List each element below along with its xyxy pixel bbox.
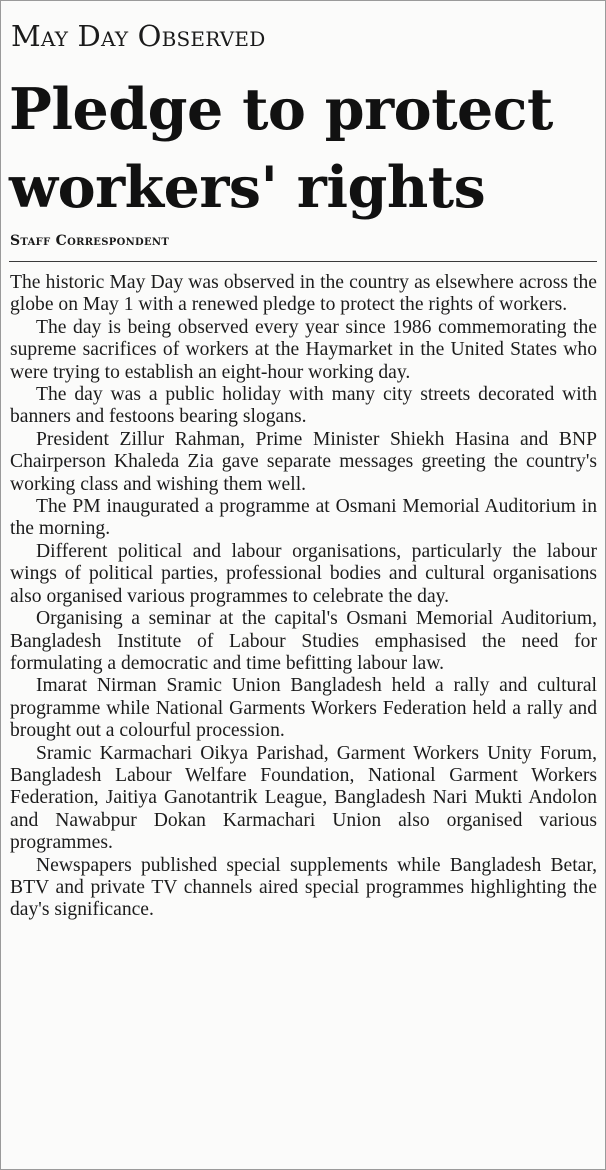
- article-paragraph: Different political and labour organisations, particularly the labour wings of political parties, professional bodies and cultural organisations also organised various programmes to celebrate the day.: [10, 540, 597, 607]
- article-paragraph: The historic May Day was observed in the country as elsewhere across the globe on May 1 with a renewed pledge to protect the rights of workers.: [10, 272, 597, 316]
- article-paragraph: Newspapers published special supplements while Bangladesh Betar, BTV and private TV channels aired special programmes highlighting the day's significance.: [10, 854, 597, 921]
- article-paragraph: President Zillur Rahman, Prime Minister Shiekh Hasina and BNP Chairperson Khaleda Zia gave separate messages greeting the country's working class and wishing them well.: [10, 428, 597, 495]
- article-paragraph: The PM inaugurated a programme at Osmani Memorial Auditorium in the morning.: [10, 496, 597, 540]
- article-kicker: May Day Observed: [11, 19, 266, 53]
- article-byline: Staff Correspondent: [10, 233, 170, 249]
- article-headline: Pledge to protect workers' rights: [9, 76, 553, 221]
- article-paragraph: The day is being observed every year since 1986 commemorating the supreme sacrifices of workers at the Haymarket in the United States who were trying to establish an eight-hour working day.: [10, 316, 597, 383]
- article-paragraph: Imarat Nirman Sramic Union Bangladesh held a rally and cultural programme while National Garments Workers Federation held a rally and brought out a colourful procession.: [10, 675, 597, 742]
- article-paragraph: Organising a seminar at the capital's Osmani Memorial Auditorium, Bangladesh Institute of Labour Studies emphasised the need for formulating a democratic and time befitting labour law.: [10, 608, 597, 674]
- byline-divider: [9, 261, 597, 262]
- article-body: [10, 272, 597, 922]
- article-paragraph: The day was a public holiday with many city streets decorated with banners and festoons bearing slogans.: [10, 384, 597, 428]
- article-paragraph: Sramic Karmachari Oikya Parishad, Garment Workers Unity Forum, Bangladesh Labour Welfare Foundation, National Garment Workers Federation, Jaitiya Ganotantrik League, Bangladesh Nari Mukti Andolon and Nawabpur Dokan Karmachari Union also organised various programmes.: [10, 742, 597, 854]
